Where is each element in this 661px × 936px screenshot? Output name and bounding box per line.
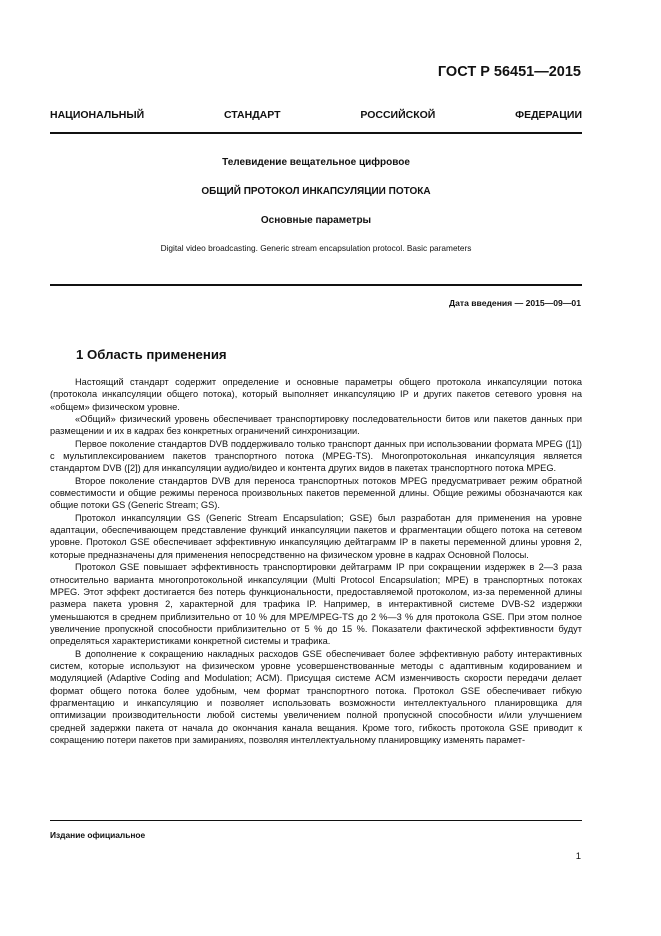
banner-word: СТАНДАРТ — [223, 109, 281, 121]
paragraph: Протокол инкапсуляции GS (Generic Stream Encapsulation; GSE) был разработан для применения на уровне адаптации, обеспечивающем представление функций инкапсуляции пакетов и фрагментации общего потока на сетевом уровне. Протокол GSE обеспечивает эффективную инкапсуляцию дейтаграмм IP в пакеты переменной длины уровня 2, которые предназначены для применения непосредственно на физическом уровне в кадрах Основной Полосы. — [50, 512, 582, 560]
title-divider — [50, 284, 582, 286]
top-divider — [50, 132, 582, 134]
paragraph: Второе поколение стандартов DVB для переноса транспортных потоков MPEG предусматривает режим обратной совместимости и общие режимы переноса произвольных пакетов переменной длины. Общие режимы обозначаются как общие потоки GS (Generic Stream; GS). — [50, 475, 582, 511]
paragraph: Протокол GSE повышает эффективность транспортировки дейтаграмм IP при сокращении издержек в 2—3 раза относительно варианта многопротокольной инкапсуляции (Multi Protocol Encapsulation; MPE) в транспортных потоках MPEG. Этот эффект достигается без потерь функциональности, предоставляемой протоколом, из-за переменной длины размера пакета уровня 2, характерной для трафика IP. Например, в интерактивной системе DVB-S2 издержки уменьшаются в среднем приблизительно от 10 % для MPE/MPEG-TS до 2 %—3 % для протокола GSE. При этом полное увеличение пропускной способности приблизительно от 5 % до 15 %. Показатели фактической эффективности будут определяться характеристиками конкретной системы и трафика. — [50, 562, 582, 647]
banner-word: ФЕДЕРАЦИИ — [515, 109, 582, 121]
standard-number: ГОСТ Р 56451—2015 — [437, 64, 581, 80]
page-number: 1 — [575, 851, 581, 862]
introduction-date: Дата введения — 2015—09—01 — [448, 298, 581, 308]
paragraph: Настоящий стандарт содержит определение и основные параметры общего протокола инкапсуляции потока (протокола инкапсуляции общего потока), который выполняет инкапсуляцию IP и других пакетов сетевого уровня на «общем» физическом уровне. — [50, 377, 582, 412]
paragraph: «Общий» физический уровень обеспечивает транспортировку последовательности битов или пакетов данных при размещении и их в кадрах без конкретных ограничений синхронизации. — [50, 414, 582, 437]
title-main: ОБЩИЙ ПРОТОКОЛ ИНКАПСУЛЯЦИИ ПОТОКА — [201, 186, 431, 197]
title-subtitle: Основные параметры — [260, 215, 372, 226]
banner-word: РОССИЙСКОЙ — [360, 109, 436, 121]
footer-divider — [50, 820, 582, 821]
section-heading: 1 Область применения — [76, 347, 227, 362]
official-edition-label: Издание официальное — [50, 830, 146, 840]
banner-word: НАЦИОНАЛЬНЫЙ — [50, 109, 145, 121]
title-line-1: Телевидение вещательное цифровое — [222, 157, 410, 168]
section-body — [50, 376, 582, 746]
national-standard-banner — [50, 109, 582, 121]
title-english: Digital video broadcasting. Generic stream encapsulation protocol. Basic parameters — [160, 243, 472, 253]
paragraph: В дополнение к сокращению накладных расходов GSE обеспечивает более эффективную работу интерактивных систем, которые используют на физическом уровне усовершенствованные методы с адаптивным кодированием и модуляцией (Adaptive Coding and Modulation; ACM). Присущая системе ACM изменчивость скорости передачи делает формат общего потока более удобным, чем формат транспортного потока. Протокол GSE обеспечивает гибкую фрагментацию и инкапсуляцию и позволяет использовать возможности интеллектуального планировщика для оптимизации производительности любой системы увеличением полной пропускной способности и/или улучшением средней задержки пакета от начала до окончания канала вещания. Кроме того, гибкость протокола GSE приводит к сокращению потери пакетов при замираниях, позволяя интеллектуальному планировщику изменять парамет- — [50, 648, 582, 745]
paragraph: Первое поколение стандартов DVB поддерживало только транспорт данных при использовании формата MPEG ([1]) с мультиплексированием пакетов транспортного потока (MPEG-TS). Многопротокольная инкапсуляция является стандартом DVB ([2]) для инкапсуляции аудио/видео и контента других видов в пакетах транспортного потока MPEG. — [50, 438, 582, 474]
